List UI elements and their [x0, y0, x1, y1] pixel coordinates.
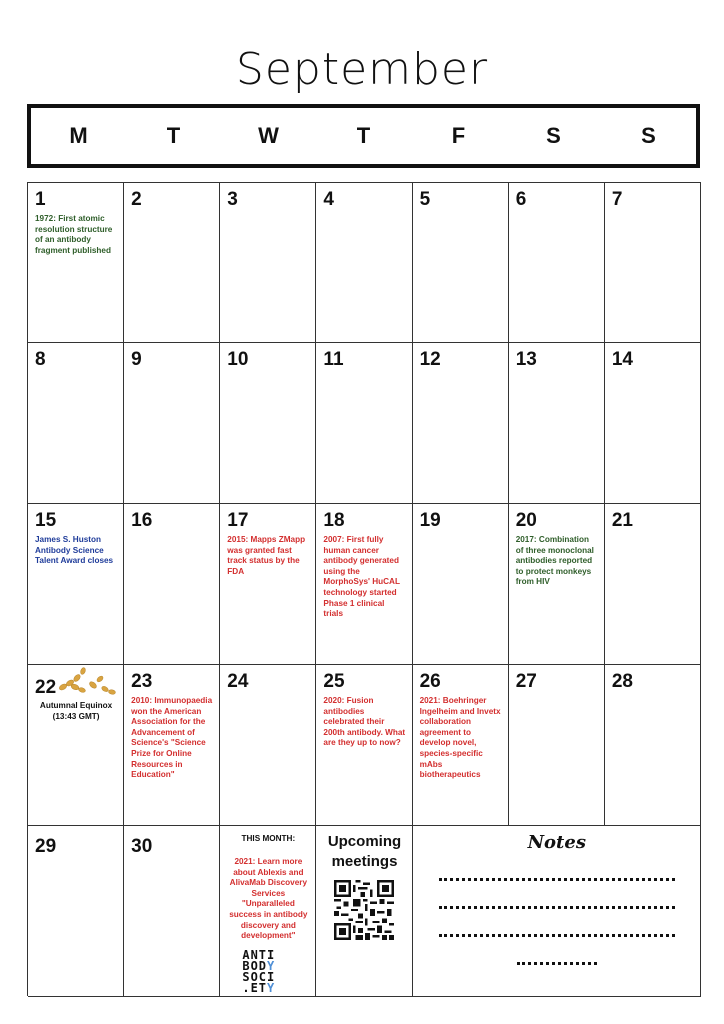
weekday-sat: S	[546, 123, 561, 148]
day-cell-30[interactable]	[124, 826, 220, 997]
day-event: James S. Huston Antibody Science Talent Award closes	[35, 535, 114, 566]
equinox-label: Autumnal Equinox	[39, 701, 113, 710]
day-cell-17[interactable]	[220, 504, 316, 665]
antibody-society-logo	[242, 947, 294, 995]
weekday-thu: T	[356, 123, 371, 148]
day-number: 2	[131, 189, 142, 210]
day-cell-2[interactable]	[124, 183, 220, 343]
day-number: 10	[227, 349, 249, 370]
day-number: 5	[419, 189, 431, 210]
notes-line[interactable]	[517, 937, 597, 965]
weekday-header	[27, 104, 700, 168]
month-title: September	[235, 44, 489, 95]
day-number: 28	[611, 671, 633, 692]
day-cell-26[interactable]	[413, 665, 509, 826]
day-number: 9	[131, 349, 142, 370]
weekday-mon: M	[69, 123, 88, 148]
logo-line-4: .ETY	[242, 980, 276, 995]
day-cell-14[interactable]	[605, 343, 701, 504]
qr-code-icon[interactable]	[334, 880, 394, 940]
day-cell-5[interactable]	[413, 183, 509, 343]
day-number: 14	[611, 349, 633, 370]
day-number: 3	[227, 189, 238, 210]
day-number: 25	[323, 671, 345, 692]
upcoming-title-line1: Upcoming	[327, 833, 402, 850]
day-cell-6[interactable]	[509, 183, 605, 343]
weekday-sun: S	[641, 123, 656, 148]
day-number: 6	[515, 189, 527, 210]
day-cell-9[interactable]	[124, 343, 220, 504]
day-number: 1	[35, 189, 46, 210]
day-number: 27	[515, 671, 537, 692]
day-cell-18[interactable]	[316, 504, 412, 665]
day-number: 11	[323, 349, 344, 370]
day-cell-29[interactable]	[28, 826, 124, 997]
day-cell-20[interactable]	[509, 504, 605, 665]
day-cell-7[interactable]	[605, 183, 701, 343]
day-number: 12	[419, 349, 441, 370]
day-cell-12[interactable]	[413, 343, 509, 504]
equinox-time: (13:43 GMT)	[52, 711, 100, 721]
day-cell-23[interactable]	[124, 665, 220, 826]
this-month-text[interactable]: 2021: Learn more about Ablexis and AlivaMab Discovery Services "Unparalleled success in antibody discovery and development"	[229, 857, 308, 941]
notes-panel[interactable]	[413, 826, 701, 997]
notes-line[interactable]	[439, 853, 675, 881]
weekday-wed: W	[258, 123, 279, 148]
day-cell-28[interactable]	[605, 665, 701, 826]
logo-line-2: BODY	[242, 958, 276, 973]
day-event: 1972: First atomic resolution structure of an antibody fragment published	[35, 214, 113, 255]
day-cell-19[interactable]	[413, 504, 509, 665]
antibody-molecule-icon	[53, 665, 123, 699]
day-number: 13	[515, 349, 537, 370]
day-cell-4[interactable]	[316, 183, 412, 343]
day-cell-1[interactable]	[28, 183, 124, 343]
day-event: 2020: Fusion antibodies celebrated their 200th antibody. What are they up to now?	[323, 696, 406, 748]
day-cell-24[interactable]	[220, 665, 316, 826]
day-number: 20	[515, 510, 537, 531]
day-number: 30	[131, 836, 153, 857]
day-cell-21[interactable]	[605, 504, 701, 665]
day-number: 4	[323, 189, 334, 210]
day-cell-8[interactable]	[28, 343, 124, 504]
weekday-fri: F	[451, 123, 466, 148]
day-number: 23	[131, 671, 153, 692]
day-number: 21	[611, 510, 633, 531]
logo-line-1: ANTI	[242, 947, 276, 962]
day-event: 2021: Boehringer Ingelheim and Invetx collaboration agreement to develop novel, species-specific mAbs biotherapeutics	[419, 696, 501, 780]
this-month-panel	[220, 826, 316, 997]
day-number: 26	[419, 671, 441, 692]
day-event: 2015: Mapps ZMapp was granted fast track status by the FDA	[227, 535, 306, 576]
day-cell-22[interactable]	[28, 665, 124, 826]
this-month-heading: THIS MONTH:	[241, 834, 296, 843]
day-event: 2010: Immunopaedia won the American Association for the Advancement of Science's "Science Prize for Online Resources in Education"	[131, 696, 213, 780]
day-cell-16[interactable]	[124, 504, 220, 665]
day-cell-27[interactable]	[509, 665, 605, 826]
day-cell-25[interactable]	[316, 665, 412, 826]
day-number: 16	[131, 510, 153, 531]
day-number: 18	[323, 510, 345, 531]
notes-line[interactable]	[439, 909, 675, 937]
day-cell-11[interactable]	[316, 343, 412, 504]
day-cell-10[interactable]	[220, 343, 316, 504]
weekday-tue: T	[166, 123, 181, 148]
logo-line-3: SOCI	[242, 969, 276, 984]
day-number: 22	[35, 677, 57, 698]
day-event: 2007: First fully human cancer antibody generated using the MorphoSys' HuCAL technology started Phase 1 clinical trials	[323, 535, 400, 619]
day-number: 7	[611, 189, 623, 210]
day-number: 24	[227, 671, 249, 692]
notes-line[interactable]	[439, 881, 675, 909]
day-number: 29	[35, 836, 57, 857]
day-cell-13[interactable]	[509, 343, 605, 504]
day-event: 2017: Combination of three monoclonal antibodies reported to protect monkeys from HIV	[515, 535, 594, 587]
notes-title: Notes	[527, 832, 586, 853]
calendar-grid	[27, 182, 701, 996]
day-number: 17	[227, 510, 249, 531]
upcoming-meetings-panel	[316, 826, 412, 997]
day-number: 19	[419, 510, 441, 531]
day-cell-3[interactable]	[220, 183, 316, 343]
day-number: 15	[35, 510, 57, 531]
day-cell-15[interactable]	[28, 504, 124, 665]
upcoming-title-line2: meetings	[331, 853, 398, 870]
day-number: 8	[35, 349, 46, 370]
